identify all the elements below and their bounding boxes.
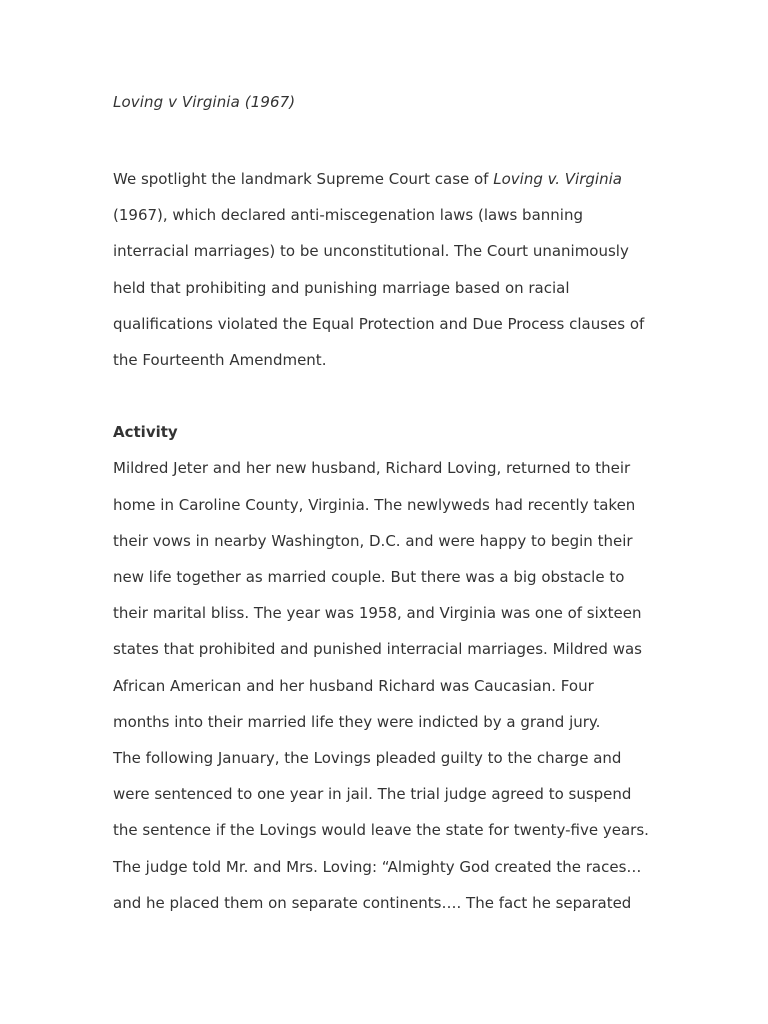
intro-line: held that prohibiting and punishing marriage based on racial (113, 278, 570, 297)
intro-line-text: We spotlight the landmark Supreme Court case of (113, 170, 494, 188)
activity-line: states that prohibited and punished interracial marriages. Mildred was (113, 640, 642, 659)
activity-heading: Activity (113, 423, 178, 442)
intro-line: qualifications violated the Equal Protection and Due Process clauses of (113, 314, 645, 333)
intro-line (113, 161, 673, 197)
intro-line: interracial marriages) to be unconstitutional. The Court unanimously (113, 242, 629, 261)
intro-paragraph (113, 161, 673, 378)
intro-line: the Fourteenth Amendment. (113, 351, 327, 370)
activity-line: and he placed them on separate continents…. The fact he separated (113, 893, 632, 912)
activity-line: new life together as married couple. But there was a big obstacle to (113, 568, 625, 587)
activity-line: the sentence if the Lovings would leave the state for twenty-five years. (113, 821, 649, 840)
activity-line: their marital bliss. The year was 1958, and Virginia was one of sixteen (113, 604, 642, 623)
activity-line: The judge told Mr. and Mrs. Loving: “Almighty God created the races… (113, 857, 642, 876)
activity-paragraph (113, 450, 673, 921)
activity-line: their vows in nearby Washington, D.C. and were happy to begin their (113, 531, 633, 550)
document-page (113, 90, 673, 921)
activity-line: home in Caroline County, Virginia. The newlyweds had recently taken (113, 495, 636, 514)
document-title: Loving v Virginia (1967) (113, 93, 296, 111)
intro-line: (1967), which declared anti-miscegenation laws (laws banning (113, 206, 583, 225)
activity-line: months into their married life they were indicted by a grand jury. (113, 712, 601, 731)
activity-line: The following January, the Lovings pleaded guilty to the charge and (113, 749, 622, 768)
activity-line: Mildred Jeter and her new husband, Richard Loving, returned to their (113, 459, 631, 478)
case-name-italic: Loving v. Virginia (493, 170, 622, 188)
activity-line: were sentenced to one year in jail. The trial judge agreed to suspend (113, 785, 632, 804)
activity-line: African American and her husband Richard was Caucasian. Four (113, 676, 594, 695)
